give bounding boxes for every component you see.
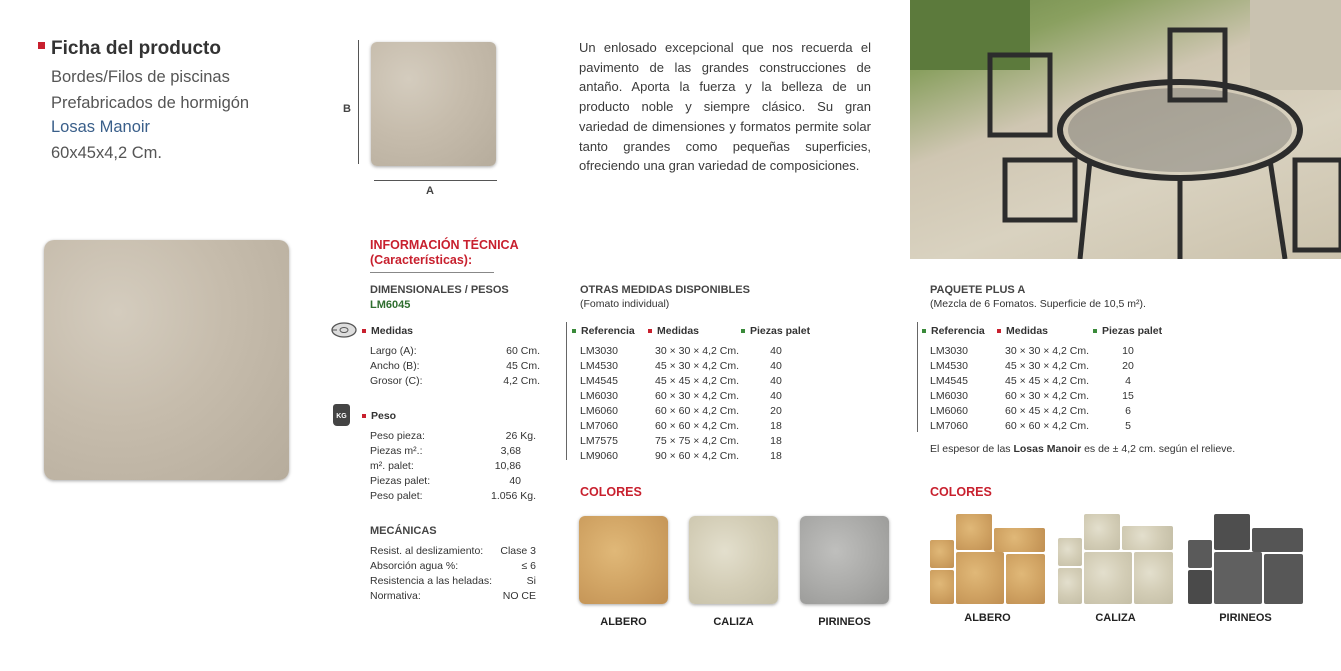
otras-row-6-col-0: LM7575 [580, 435, 618, 447]
product-code: LM6045 [370, 299, 411, 311]
large-tile-image [44, 240, 289, 480]
terrace-furniture-illustration [910, 0, 1341, 259]
paquete-row-2-col-2: 4 [1125, 375, 1131, 387]
mosaic-piece [956, 552, 1004, 604]
paquete-row-2-col-1: 45 × 45 × 4,2 Cm. [1005, 375, 1090, 387]
otras-row-3-col-1: 60 × 30 × 4,2 Cm. [655, 390, 740, 402]
subtitle-category: Bordes/Filos de piscinas [51, 68, 230, 86]
mosaic-caption-albero: ALBERO [964, 612, 1011, 624]
tape-measure-icon [331, 322, 357, 343]
peso-label: Peso [362, 410, 396, 422]
peso-value-0: 26 Kg. [505, 430, 536, 442]
paquete-row-5-col-2: 5 [1125, 420, 1131, 432]
mecanica-label-0: Resist. al deslizamiento: [370, 545, 484, 557]
paquete-row-3-col-2: 15 [1122, 390, 1134, 402]
note-product-name: Losas Manoir [1013, 443, 1082, 455]
info-divider [370, 272, 494, 273]
otras-row-3-col-0: LM6030 [580, 390, 618, 402]
otras-row-2-col-1: 45 × 45 × 4,2 Cm. [655, 375, 740, 387]
note-text-1: El espesor de las [930, 443, 1014, 455]
otras-row-1-col-0: LM4530 [580, 360, 618, 372]
otras-row-0-col-0: LM3030 [580, 345, 618, 357]
mosaic-piece [956, 514, 992, 550]
mosaic-piece [1058, 568, 1082, 604]
otras-medidas-subtitle: (Fomato individual) [580, 298, 670, 310]
peso-value-3: 40 [509, 475, 521, 487]
note-text-2: es de ± 4,2 cm. según el relieve. [1081, 443, 1236, 455]
subtitle-size: 60x45x4,2 Cm. [51, 144, 162, 162]
mosaic-albero [930, 514, 1045, 604]
terrace-photo [910, 0, 1341, 259]
mosaic-piece [1264, 554, 1303, 604]
red-square-bullet [38, 42, 45, 49]
peso-label-0: Peso pieza: [370, 430, 425, 442]
otras-row-4-col-0: LM6060 [580, 405, 618, 417]
paquete-header-ref: Referencia [922, 325, 985, 337]
info-subtitle: (Características): [370, 253, 473, 267]
medida-label-1: Ancho (B): [370, 360, 420, 372]
paquete-colores-title: COLORES [930, 485, 992, 499]
dimension-label-b: B [343, 103, 351, 115]
otras-header-medidas: Medidas [648, 325, 699, 337]
otras-row-7-col-1: 90 × 60 × 4,2 Cm. [655, 450, 740, 462]
paquete-subtitle: (Mezcla de 6 Fomatos. Superficie de 10,5 m²). [930, 298, 1146, 310]
otras-row-1-col-1: 45 × 30 × 4,2 Cm. [655, 360, 740, 372]
color-caption-pirineos: PIRINEOS [818, 616, 871, 628]
paquete-header-piezas: Piezas palet [1093, 325, 1162, 337]
paquete-table-rule [917, 322, 918, 432]
paquete-title: PAQUETE PLUS A [930, 284, 1026, 296]
mosaic-piece [930, 570, 954, 604]
paquete-row-3-col-0: LM6030 [930, 390, 968, 402]
paquete-row-4-col-0: LM6060 [930, 405, 968, 417]
peso-label-1: Piezas m².: [370, 445, 423, 457]
mecanica-value-1: ≤ 6 [521, 560, 536, 572]
otras-row-7-col-0: LM9060 [580, 450, 618, 462]
otras-row-6-col-1: 75 × 75 × 4,2 Cm. [655, 435, 740, 447]
mosaic-caliza [1058, 514, 1173, 604]
paquete-row-3-col-1: 60 × 30 × 4,2 Cm. [1005, 390, 1090, 402]
mecanica-value-2: Si [526, 575, 536, 587]
otras-row-5-col-1: 60 × 60 × 4,2 Cm. [655, 420, 740, 432]
mosaic-piece [1006, 554, 1045, 604]
mosaic-piece [1122, 526, 1173, 550]
otras-row-7-col-2: 18 [770, 450, 782, 462]
paquete-row-0-col-1: 30 × 30 × 4,2 Cm. [1005, 345, 1090, 357]
otras-row-4-col-2: 20 [770, 405, 782, 417]
medidas-label: Medidas [362, 325, 413, 337]
mosaic-piece [1134, 552, 1173, 604]
paquete-row-4-col-1: 60 × 45 × 4,2 Cm. [1005, 405, 1090, 417]
color-caption-albero: ALBERO [600, 616, 647, 628]
mosaic-piece [1084, 552, 1132, 604]
otras-table-rule [566, 322, 567, 460]
mecanica-label-3: Normativa: [370, 590, 421, 602]
otras-row-0-col-1: 30 × 30 × 4,2 Cm. [655, 345, 740, 357]
peso-value-4: 1.056 Kg. [491, 490, 536, 502]
mosaic-piece [1252, 528, 1303, 552]
peso-value-2: 10,86 [494, 460, 521, 472]
otras-row-3-col-2: 40 [770, 390, 782, 402]
mecanica-label-2: Resistencia a las heladas: [370, 575, 492, 587]
otras-colores-title: COLORES [580, 485, 642, 499]
subtitle-product-name: Losas Manoir [51, 118, 151, 136]
title-text: Ficha del producto [51, 38, 221, 59]
peso-label-4: Peso palet: [370, 490, 423, 502]
mosaic-piece [1188, 540, 1212, 568]
mosaic-piece [1214, 514, 1250, 550]
otras-header-piezas: Piezas palet [741, 325, 810, 337]
dimension-label-a: A [426, 185, 434, 197]
medida-value-0: 60 Cm. [506, 345, 540, 357]
otras-row-5-col-0: LM7060 [580, 420, 618, 432]
peso-value-1: 3,68 [500, 445, 521, 457]
peso-label-2: m². palet: [370, 460, 414, 472]
medida-label-0: Largo (A): [370, 345, 417, 357]
medida-label-2: Grosor (C): [370, 375, 423, 387]
espesor-note [930, 443, 1235, 455]
subtitle-type: Prefabricados de hormigón [51, 94, 250, 112]
medida-value-1: 45 Cm. [506, 360, 540, 372]
mosaic-piece [994, 528, 1045, 552]
tile-diagram-image [371, 42, 496, 166]
mosaic-piece [1058, 538, 1082, 566]
mosaic-piece [1214, 552, 1262, 604]
otras-row-2-col-2: 40 [770, 375, 782, 387]
paquete-row-2-col-0: LM4545 [930, 375, 968, 387]
peso-label-3: Piezas palet: [370, 475, 431, 487]
color-swatch-caliza [689, 516, 778, 604]
otras-row-4-col-1: 60 × 60 × 4,2 Cm. [655, 405, 740, 417]
otras-header-ref: Referencia [572, 325, 635, 337]
mosaic-piece [930, 540, 954, 568]
mosaic-piece [1188, 570, 1212, 604]
paquete-row-1-col-0: LM4530 [930, 360, 968, 372]
info-title: INFORMACIÓN TÉCNICA [370, 238, 519, 252]
otras-row-6-col-2: 18 [770, 435, 782, 447]
paquete-row-4-col-2: 6 [1125, 405, 1131, 417]
paquete-row-5-col-1: 60 × 60 × 4,2 Cm. [1005, 420, 1090, 432]
color-swatch-albero [579, 516, 668, 604]
paquete-header-medidas: Medidas [997, 325, 1048, 337]
paquete-row-5-col-0: LM7060 [930, 420, 968, 432]
otras-row-5-col-2: 18 [770, 420, 782, 432]
mecanicas-title: MECÁNICAS [370, 525, 437, 537]
mosaic-caption-caliza: CALIZA [1095, 612, 1136, 624]
dimension-line-a [374, 180, 497, 181]
paquete-row-0-col-0: LM3030 [930, 345, 968, 357]
mosaic-piece [1084, 514, 1120, 550]
product-sheet-title [38, 38, 221, 60]
mecanica-value-3: NO CE [502, 590, 536, 602]
otras-row-0-col-2: 40 [770, 345, 782, 357]
product-description: Un enlosado excepcional que nos recuerda el pavimento de las grandes construcciones de antaño. Aporta la fuerza y la belleza de un producto noble y siempre clásico. Su gran variedad de dimensiones y formatos permite solar tanto grandes como pequeñas superficies, ofreciendo una gran variedad de composiciones. [579, 40, 871, 174]
otras-row-2-col-0: LM4545 [580, 375, 618, 387]
mosaic-caption-pirineos: PIRINEOS [1219, 612, 1272, 624]
weight-kg-icon: KG [333, 404, 350, 426]
dimension-line-b [358, 40, 359, 164]
dimensional-title: DIMENSIONALES / PESOS [370, 284, 509, 296]
paquete-row-0-col-2: 10 [1122, 345, 1134, 357]
color-swatch-pirineos [800, 516, 889, 604]
otras-row-1-col-2: 40 [770, 360, 782, 372]
paquete-row-1-col-1: 45 × 30 × 4,2 Cm. [1005, 360, 1090, 372]
mosaic-pirineos [1188, 514, 1303, 604]
mecanica-label-1: Absorción agua %: [370, 560, 459, 572]
medida-value-2: 4,2 Cm. [503, 375, 540, 387]
color-caption-caliza: CALIZA [713, 616, 754, 628]
mecanica-value-0: Clase 3 [500, 545, 536, 557]
paquete-row-1-col-2: 20 [1122, 360, 1134, 372]
otras-medidas-title: OTRAS MEDIDAS DISPONIBLES [580, 284, 750, 296]
